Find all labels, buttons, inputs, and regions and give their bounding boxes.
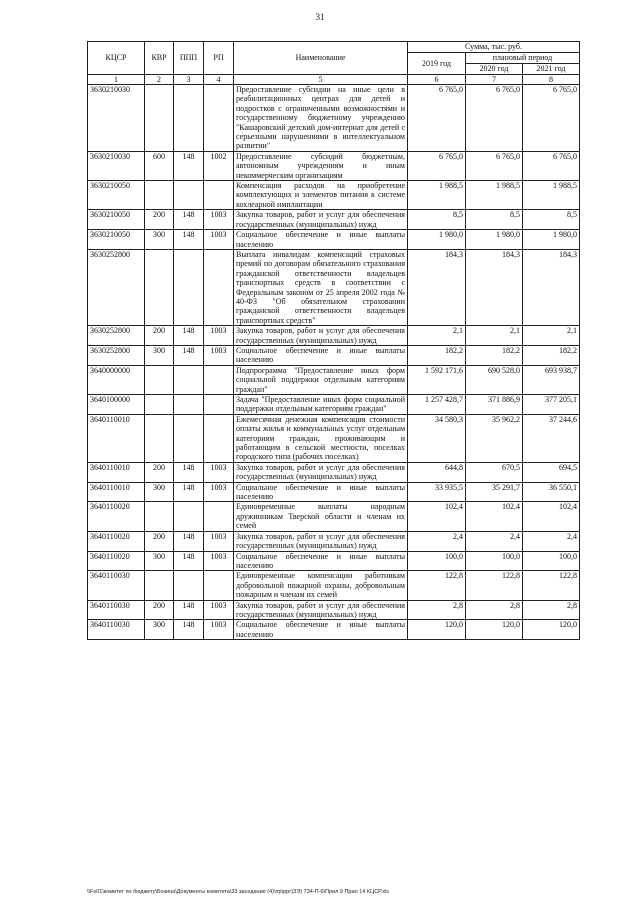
- cell-sum-2019: 1 592 171,6: [408, 365, 466, 394]
- cell-rp: 1002: [204, 151, 234, 180]
- cell-sum-2021: 693 938,7: [523, 365, 580, 394]
- cell-sum-2021: 2,4: [523, 531, 580, 551]
- table-row: [88, 210, 580, 230]
- cell-sum-2020: 35 962,2: [466, 414, 523, 462]
- cell-sum-2021: 2,1: [523, 326, 580, 346]
- cell-sum-2021: 6 765,0: [523, 151, 580, 180]
- cell-kcsr: 3640000000: [88, 365, 145, 394]
- cell-ppp: [174, 249, 204, 325]
- header-planning-period: плановый период: [466, 53, 580, 64]
- cell-sum-2019: 1 257 428,7: [408, 395, 466, 415]
- cell-sum-2019: 184,3: [408, 249, 466, 325]
- cell-kvr: [145, 414, 174, 462]
- cell-sum-2019: 34 580,3: [408, 414, 466, 462]
- cell-kvr: 300: [145, 482, 174, 502]
- cell-sum-2019: 102,4: [408, 502, 466, 531]
- table-row: [88, 181, 580, 210]
- cell-ppp: 148: [174, 462, 204, 482]
- header-year-2020: 2020 год: [466, 64, 523, 75]
- cell-name: Социальное обеспечение и иные выплаты населению: [234, 482, 408, 502]
- cell-sum-2021: 694,5: [523, 462, 580, 482]
- cell-sum-2020: 1 980,0: [466, 230, 523, 250]
- cell-sum-2020: 6 765,0: [466, 151, 523, 180]
- cell-sum-2021: 122,8: [523, 571, 580, 600]
- cell-sum-2021: 8,5: [523, 210, 580, 230]
- table-row: [88, 345, 580, 365]
- cell-rp: 1003: [204, 230, 234, 250]
- table-row: [88, 571, 580, 600]
- cell-kvr: [145, 249, 174, 325]
- cell-rp: 1003: [204, 326, 234, 346]
- cell-kcsr: 3640110010: [88, 414, 145, 462]
- cell-sum-2020: 670,5: [466, 462, 523, 482]
- cell-kcsr: 3630210030: [88, 85, 145, 152]
- cell-sum-2020: 35 291,7: [466, 482, 523, 502]
- column-number: 4: [204, 75, 234, 85]
- cell-sum-2021: 377 205,1: [523, 395, 580, 415]
- table-row: [88, 462, 580, 482]
- cell-name: Социальное обеспечение и иные выплаты населению: [234, 345, 408, 365]
- table-body: [88, 85, 580, 640]
- header-year-2019: 2019 год: [408, 53, 466, 75]
- cell-rp: 1003: [204, 620, 234, 640]
- cell-sum-2021: 184,3: [523, 249, 580, 325]
- cell-kcsr: 3640110030: [88, 620, 145, 640]
- cell-ppp: 148: [174, 482, 204, 502]
- cell-kvr: 300: [145, 620, 174, 640]
- table-row: [88, 365, 580, 394]
- cell-kvr: [145, 181, 174, 210]
- cell-name: Закупка товаров, работ и услуг для обеспечения государственных (муниципальных) нужд: [234, 326, 408, 346]
- cell-ppp: [174, 395, 204, 415]
- cell-kvr: [145, 571, 174, 600]
- cell-sum-2019: 644,8: [408, 462, 466, 482]
- table-row: [88, 502, 580, 531]
- cell-rp: 1003: [204, 482, 234, 502]
- column-number: 1: [88, 75, 145, 85]
- footer-file-path: \\Fs01\комитет по бюджету\Бозина\Документы комитета\33 заседание (4)\пр\ррг)ЗЭ) 734-П-6\Прил 9 Прил 14 КЦСР.xls: [87, 889, 390, 895]
- cell-kvr: 300: [145, 230, 174, 250]
- cell-kvr: 200: [145, 462, 174, 482]
- cell-sum-2019: 120,0: [408, 620, 466, 640]
- cell-sum-2019: 33 935,5: [408, 482, 466, 502]
- header-name: Наименование: [234, 42, 408, 75]
- cell-sum-2021: 182,2: [523, 345, 580, 365]
- cell-name: Ежемесячная денежная компенсация стоимости оплаты жилья и коммунальных услуг отдельным категориям граждан, проживающим и работающим в сельской местности, поселках городского типа (рабочих поселках): [234, 414, 408, 462]
- cell-sum-2020: 1 988,5: [466, 181, 523, 210]
- cell-kcsr: 3630252800: [88, 249, 145, 325]
- column-number: 2: [145, 75, 174, 85]
- table-row: [88, 395, 580, 415]
- cell-name: Закупка товаров, работ и услуг для обеспечения государственных (муниципальных) нужд: [234, 531, 408, 551]
- cell-sum-2021: 2,8: [523, 600, 580, 620]
- cell-ppp: [174, 85, 204, 152]
- cell-rp: [204, 414, 234, 462]
- cell-ppp: [174, 571, 204, 600]
- cell-sum-2019: 100,0: [408, 551, 466, 571]
- cell-kvr: [145, 502, 174, 531]
- cell-rp: 1003: [204, 462, 234, 482]
- cell-kvr: 300: [145, 551, 174, 571]
- header-year-2021: 2021 год: [523, 64, 580, 75]
- header-kvr: КВР: [145, 42, 174, 75]
- cell-kcsr: 3630210050: [88, 210, 145, 230]
- cell-ppp: 148: [174, 551, 204, 571]
- header-ppp: ППП: [174, 42, 204, 75]
- cell-name: Компенсация расходов на приобретение комплектующих и элементов питания к системе кохлеарной имплантации: [234, 181, 408, 210]
- cell-kcsr: 3630252800: [88, 326, 145, 346]
- table-row: [88, 531, 580, 551]
- cell-rp: [204, 395, 234, 415]
- cell-sum-2020: 371 886,9: [466, 395, 523, 415]
- cell-sum-2019: 122,8: [408, 571, 466, 600]
- cell-kcsr: 3640110010: [88, 482, 145, 502]
- cell-sum-2019: 8,5: [408, 210, 466, 230]
- cell-sum-2019: 182,2: [408, 345, 466, 365]
- cell-sum-2020: 2,4: [466, 531, 523, 551]
- cell-rp: 1003: [204, 345, 234, 365]
- cell-ppp: 148: [174, 531, 204, 551]
- cell-rp: [204, 181, 234, 210]
- cell-sum-2019: 6 765,0: [408, 151, 466, 180]
- table-row: [88, 482, 580, 502]
- cell-kvr: 200: [145, 600, 174, 620]
- cell-name: Социальное обеспечение и иные выплаты населению: [234, 551, 408, 571]
- table-row: [88, 85, 580, 152]
- cell-sum-2020: 122,8: [466, 571, 523, 600]
- budget-table: [87, 41, 580, 640]
- cell-sum-2021: 6 765,0: [523, 85, 580, 152]
- cell-kcsr: 3640110020: [88, 502, 145, 531]
- cell-ppp: 148: [174, 620, 204, 640]
- cell-sum-2020: 120,0: [466, 620, 523, 640]
- cell-rp: 1003: [204, 600, 234, 620]
- cell-ppp: [174, 181, 204, 210]
- cell-name: Выплата инвалидам компенсаций страховых премий по договорам обязательного страхования гражданской ответственности владельцев транспортных средств в соответствии с Федеральным законом от 25 апреля 2002 года № 40-ФЗ "Об обязательном страховании гражданской ответственности владельцев транспортных средств": [234, 249, 408, 325]
- cell-rp: [204, 502, 234, 531]
- column-number: 6: [408, 75, 466, 85]
- cell-name: Единовременные компенсации работникам добровольной пожарной охраны, добровольным пожарным и членам их семей: [234, 571, 408, 600]
- cell-name: Предоставление субсидий бюджетным, автономным учреждениям и иным некоммерческим организациям: [234, 151, 408, 180]
- cell-rp: [204, 571, 234, 600]
- cell-name: Закупка товаров, работ и услуг для обеспечения государственных (муниципальных) нужд: [234, 600, 408, 620]
- cell-kvr: 200: [145, 326, 174, 346]
- cell-sum-2020: 690 528,0: [466, 365, 523, 394]
- cell-kvr: [145, 365, 174, 394]
- cell-name: Социальное обеспечение и иные выплаты населению: [234, 230, 408, 250]
- cell-ppp: 148: [174, 345, 204, 365]
- cell-sum-2021: 37 244,6: [523, 414, 580, 462]
- cell-kcsr: 3640100000: [88, 395, 145, 415]
- cell-ppp: [174, 365, 204, 394]
- table-row: [88, 230, 580, 250]
- column-number: 8: [523, 75, 580, 85]
- cell-rp: 1003: [204, 551, 234, 571]
- cell-sum-2019: 2,8: [408, 600, 466, 620]
- cell-name: Подпрограмма "Предоставление иных форм социальной поддержки отдельным категориям граждан": [234, 365, 408, 394]
- cell-sum-2021: 120,0: [523, 620, 580, 640]
- cell-rp: [204, 85, 234, 152]
- cell-sum-2019: 6 765,0: [408, 85, 466, 152]
- cell-sum-2020: 6 765,0: [466, 85, 523, 152]
- cell-kvr: 300: [145, 345, 174, 365]
- header-sum-caption: Сумма, тыс. руб.: [408, 42, 580, 53]
- cell-kcsr: 3630210030: [88, 151, 145, 180]
- cell-sum-2021: 1 988,5: [523, 181, 580, 210]
- cell-rp: 1003: [204, 210, 234, 230]
- cell-sum-2019: 1 988,5: [408, 181, 466, 210]
- cell-kcsr: 3640110010: [88, 462, 145, 482]
- cell-kvr: [145, 85, 174, 152]
- cell-ppp: 148: [174, 210, 204, 230]
- table-row: [88, 249, 580, 325]
- table-row: [88, 620, 580, 640]
- cell-ppp: [174, 414, 204, 462]
- table-row: [88, 326, 580, 346]
- cell-name: Предоставление субсидии на иные цели в реабилитационных центрах для детей и подростков с ограниченными возможностями и государственному бюджетному учреждению "Кашаровский детский дом-интернат для детей с серьезными нарушениями в интеллектуальном развитии": [234, 85, 408, 152]
- cell-kcsr: 3630210050: [88, 181, 145, 210]
- cell-kvr: [145, 395, 174, 415]
- cell-sum-2020: 184,3: [466, 249, 523, 325]
- table-row: [88, 551, 580, 571]
- cell-rp: 1003: [204, 531, 234, 551]
- table-row: [88, 151, 580, 180]
- cell-sum-2020: 102,4: [466, 502, 523, 531]
- cell-kcsr: 3630210050: [88, 230, 145, 250]
- cell-sum-2021: 1 980,0: [523, 230, 580, 250]
- cell-ppp: 148: [174, 326, 204, 346]
- cell-sum-2020: 2,1: [466, 326, 523, 346]
- cell-name: Закупка товаров, работ и услуг для обеспечения государственных (муниципальных) нужд: [234, 210, 408, 230]
- cell-name: Социальное обеспечение и иные выплаты населению: [234, 620, 408, 640]
- cell-rp: [204, 249, 234, 325]
- cell-sum-2021: 36 550,1: [523, 482, 580, 502]
- cell-kcsr: 3640110030: [88, 571, 145, 600]
- cell-kcsr: 3640110020: [88, 531, 145, 551]
- cell-rp: [204, 365, 234, 394]
- cell-ppp: 148: [174, 230, 204, 250]
- cell-name: Единовременные выплаты народным дружинникам Тверской области и членам их семей: [234, 502, 408, 531]
- cell-kvr: 600: [145, 151, 174, 180]
- table-header: [88, 42, 580, 85]
- column-number-row: [88, 75, 580, 85]
- table-row: [88, 414, 580, 462]
- cell-sum-2019: 2,1: [408, 326, 466, 346]
- cell-sum-2020: 182,2: [466, 345, 523, 365]
- cell-kvr: 200: [145, 210, 174, 230]
- cell-kcsr: 3640110020: [88, 551, 145, 571]
- header-rp: РП: [204, 42, 234, 75]
- table-row: [88, 600, 580, 620]
- cell-kvr: 200: [145, 531, 174, 551]
- cell-sum-2019: 1 980,0: [408, 230, 466, 250]
- cell-sum-2020: 8,5: [466, 210, 523, 230]
- column-number: 5: [234, 75, 408, 85]
- column-number: 7: [466, 75, 523, 85]
- cell-sum-2020: 100,0: [466, 551, 523, 571]
- header-kcsr: КЦСР: [88, 42, 145, 75]
- cell-sum-2019: 2,4: [408, 531, 466, 551]
- cell-name: Закупка товаров, работ и услуг для обеспечения государственных (муниципальных) нужд: [234, 462, 408, 482]
- cell-sum-2020: 2,8: [466, 600, 523, 620]
- cell-sum-2021: 100,0: [523, 551, 580, 571]
- cell-ppp: 148: [174, 600, 204, 620]
- page-number: 31: [315, 12, 325, 22]
- cell-ppp: 148: [174, 151, 204, 180]
- cell-ppp: [174, 502, 204, 531]
- cell-kcsr: 3640110030: [88, 600, 145, 620]
- cell-name: Задача "Предоставление иных форм социальной поддержки отдельным категориям граждан": [234, 395, 408, 415]
- cell-sum-2021: 102,4: [523, 502, 580, 531]
- cell-kcsr: 3630252800: [88, 345, 145, 365]
- column-number: 3: [174, 75, 204, 85]
